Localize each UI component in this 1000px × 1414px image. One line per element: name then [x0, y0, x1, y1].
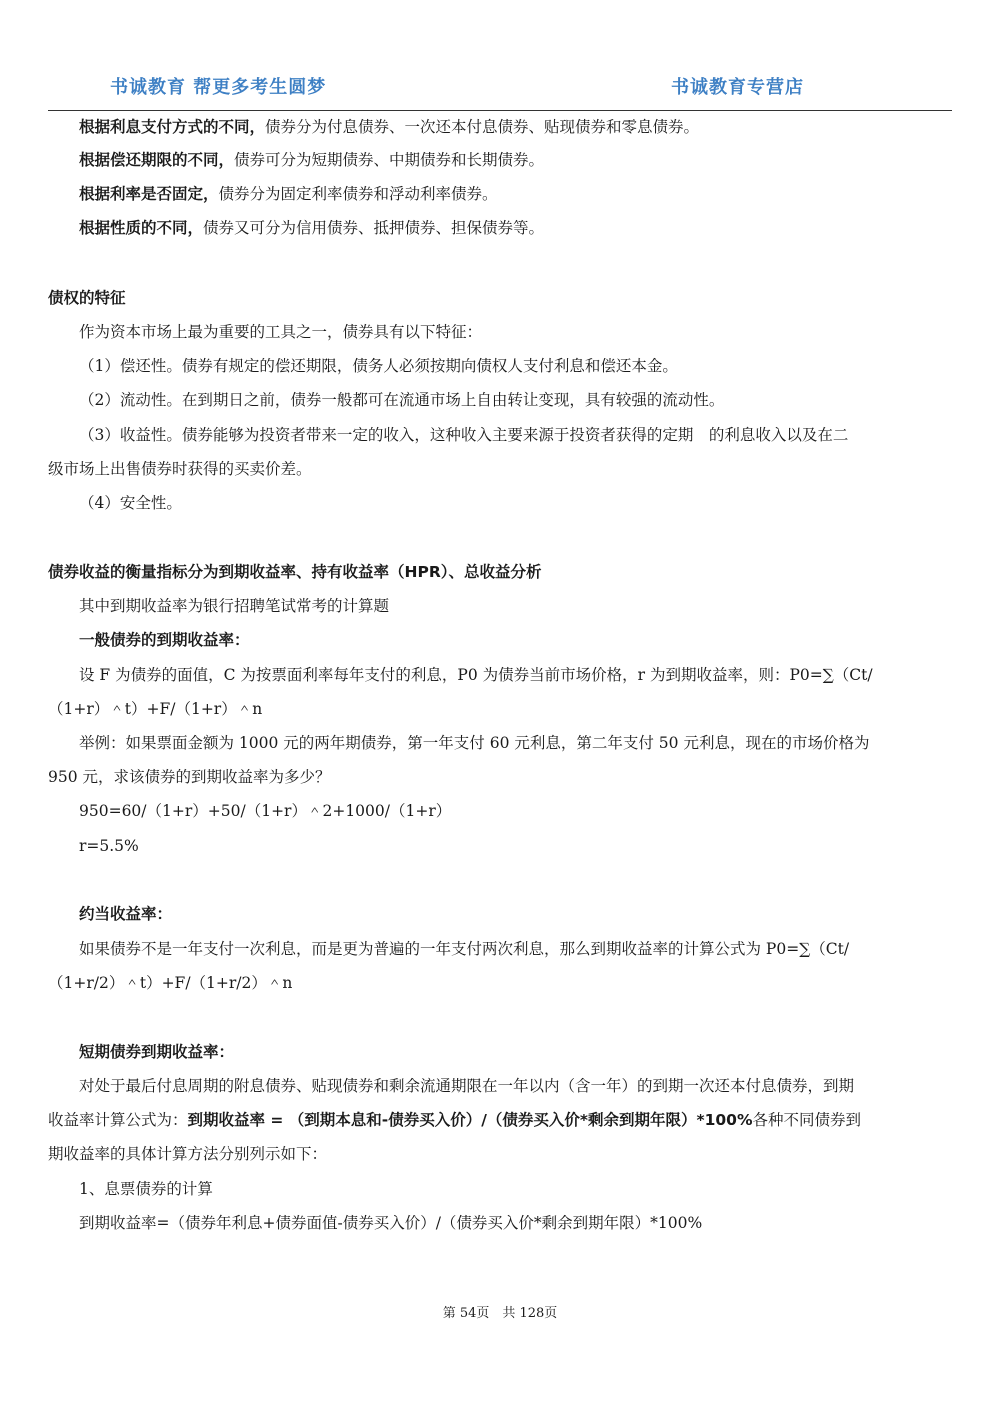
- header-brand-slogan: 书诚教育 帮更多考生圆梦: [110, 77, 327, 98]
- classification-term: 根据偿还期限的不同，: [79, 151, 235, 169]
- feature-item-return: （3）收益性。债券能够为投资者带来一定的收入，这种收入主要来源于投资者获得的定期 的利息收入以及在二: [79, 426, 849, 444]
- approx-yield-text: 如果债券不是一年支付一次利息，而是更为普遍的一年支付两次利息，那么到期收益率的计算公式为 P0=∑（Ct/: [79, 940, 850, 958]
- example-answer: r=5.5%: [79, 837, 139, 855]
- classification-text: 债券分为固定利率债券和浮动利率债券。: [218, 185, 498, 203]
- general-yield-heading: 一般债券的到期收益率：: [79, 631, 250, 649]
- example-text: 举例：如果票面金额为 1000 元的两年期债券，第一年支付 60 元利息，第二年支付 50 元利息，现在的市场价格为: [79, 734, 870, 752]
- short-yield-formula-prefix: 收益率计算公式为：: [48, 1111, 188, 1129]
- short-yield-text-end: 期收益率的具体计算方法分别列示如下：: [48, 1145, 328, 1163]
- classification-term: 根据利率是否固定，: [79, 185, 219, 203]
- approx-yield-heading: 约当收益率：: [79, 905, 173, 923]
- classification-text: 债券可分为短期债券、中期债券和长期债券。: [234, 151, 545, 169]
- feature-item-liquidity: （2）流动性。在到期日之前，债券一般都可在流通市场上自由转让变现，具有较强的流动性。: [79, 391, 725, 409]
- classification-line: [79, 117, 952, 137]
- yield-note: 其中到期收益率为银行招聘笔试常考的计算题: [79, 597, 390, 615]
- classification-line: [79, 184, 952, 204]
- short-yield-formula-suffix: 各种不同债券到: [752, 1111, 862, 1129]
- classification-term: 根据性质的不同，: [79, 219, 204, 237]
- feature-item-return-cont: 级市场上出售债券时获得的买卖价差。: [48, 460, 312, 478]
- example-text-cont: 950 元，求该债券的到期收益率为多少？: [48, 768, 331, 786]
- features-intro: 作为资本市场上最为重要的工具之一，债券具有以下特征：: [79, 323, 483, 341]
- classification-term: 根据利息支付方式的不同，: [79, 118, 266, 136]
- short-yield-text: 对处于最后付息周期的附息债券、贴现债券和剩余流通期限在一年以内（含一年）的到期一次还本付息债券，到期: [79, 1077, 855, 1095]
- features-heading: 债权的特征: [48, 289, 126, 307]
- coupon-bond-heading: 1、息票债券的计算: [79, 1180, 213, 1198]
- feature-item-safety: （4）安全性。: [79, 494, 182, 512]
- header-store-name: 书诚教育专营店: [671, 77, 804, 98]
- page-number: 第 54页 共 128页: [442, 1306, 558, 1321]
- general-yield-formula-cont: （1+r）＾t）+F/（1+r）＾n: [48, 700, 263, 718]
- approx-yield-text-cont: （1+r/2）＾t）+F/（1+r/2）＾n: [48, 974, 293, 992]
- feature-item-repayment: （1）偿还性。债券有规定的偿还期限，债务人必须按期向债权人支付利息和偿还本金。: [79, 357, 678, 375]
- coupon-bond-formula: 到期收益率=（债券年利息+债券面值-债券买入价）/（债券买入价*剩余到期年限）*100%: [79, 1214, 703, 1232]
- classification-line: [79, 150, 952, 170]
- classification-text: 债券又可分为信用债券、抵押债券、担保债券等。: [203, 219, 545, 237]
- yield-heading: 债券收益的衡量指标分为到期收益率、持有收益率（HPR）、总收益分析: [48, 563, 542, 581]
- classification-text: 债券分为付息债券、一次还本付息债券、贴现债券和零息债券。: [265, 118, 700, 136]
- short-yield-formula-line: [48, 1110, 952, 1130]
- general-yield-formula: 设 F 为债券的面值，C 为按票面利率每年支付的利息，P0 为债券当前市场价格，r 为到期收益率，则：P0=∑（Ct/: [79, 666, 873, 684]
- page-header: [48, 70, 952, 111]
- example-equation: 950=60/（1+r）+50/（1+r）＾2+1000/（1+r）: [79, 802, 452, 820]
- short-yield-heading: 短期债券到期收益率：: [79, 1043, 235, 1061]
- short-yield-formula: 到期收益率 = （到期本息和-债券买入价）/（债券买入价*剩余到期年限）*100%: [187, 1111, 753, 1129]
- classification-line: [79, 218, 952, 238]
